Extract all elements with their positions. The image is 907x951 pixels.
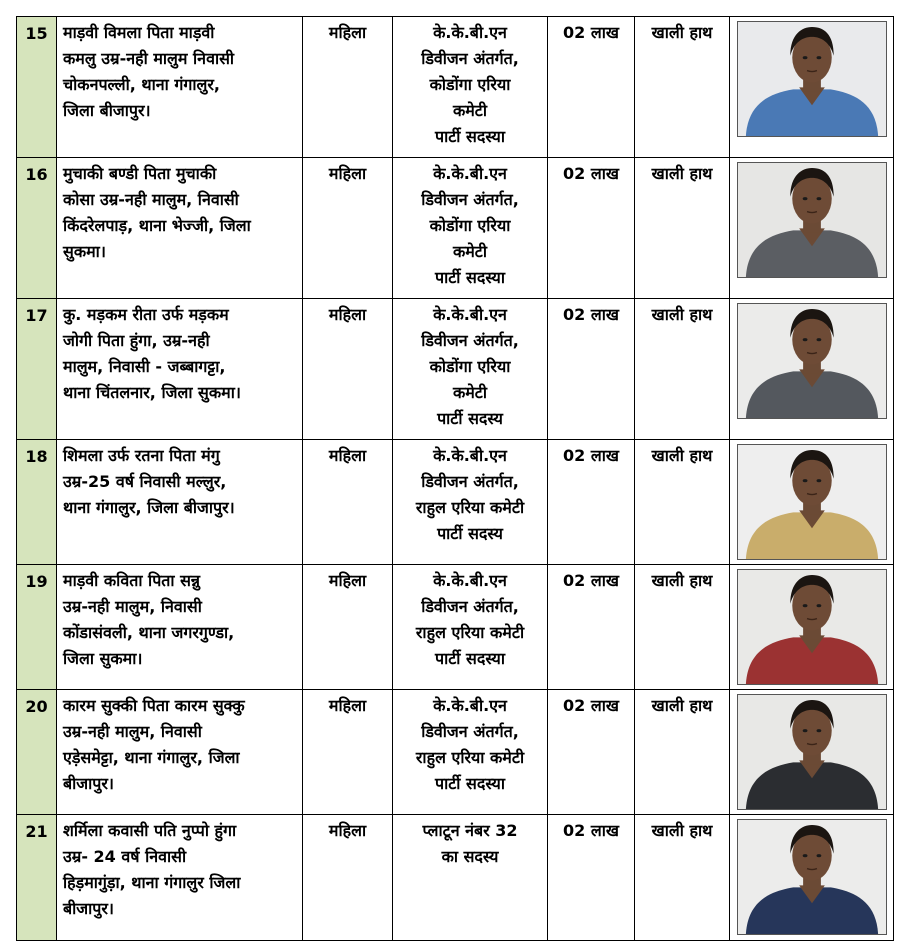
name-line: किंदरेलपाड़, थाना भेज्जी, जिला [63, 216, 251, 235]
person-silhouette-icon [738, 820, 886, 934]
weapon-status-cell: खाली हाथ [635, 158, 730, 299]
table-row [17, 815, 894, 941]
name-line: कारम सुक्की पिता कारम सुक्कु [63, 696, 245, 715]
serial-number: 20 [17, 690, 57, 815]
photo-cell [730, 815, 894, 941]
post-line: का सदस्य [441, 847, 499, 866]
gender-cell: महिला [303, 299, 393, 440]
post-line: पार्टी सदस्य [437, 524, 503, 543]
post-line: डिवीजन अंतर्गत, [421, 722, 519, 741]
post-line: कोडोंगा एरिया [429, 357, 511, 376]
name-line: जिला बीजापुर। [63, 101, 151, 120]
post-line: के.के.बी.एन [433, 446, 507, 465]
post-line: डिवीजन अंतर्गत, [421, 597, 519, 616]
post-line: के.के.बी.एन [433, 571, 507, 590]
portrait-photo [737, 694, 887, 810]
serial-number: 17 [17, 299, 57, 440]
name-line: एड़ेसमेट्टा, थाना गंगालुर, जिला [63, 748, 240, 767]
post-cell [393, 299, 548, 440]
name-line: कमलु उम्र-नही मालुम निवासी [63, 49, 235, 68]
weapon-status-cell: खाली हाथ [635, 690, 730, 815]
surrendered-cadres-table [16, 16, 894, 941]
name-line: शिमला उर्फ रतना पिता मंगु [63, 446, 220, 465]
serial-number: 15 [17, 17, 57, 158]
cadre-name-details [57, 158, 303, 299]
portrait-photo [737, 444, 887, 560]
reward-cell: 02 लाख [548, 158, 635, 299]
post-cell [393, 158, 548, 299]
photo-cell [730, 299, 894, 440]
person-silhouette-icon [738, 570, 886, 684]
reward-cell: 02 लाख [548, 17, 635, 158]
post-cell [393, 565, 548, 690]
name-line: कोसा उम्र-नही मालुम, निवासी [63, 190, 239, 209]
gender-cell: महिला [303, 690, 393, 815]
post-line: प्लाटून नंबर 32 [422, 821, 518, 840]
name-line: कु. मड़कम रीता उर्फ मड़कम [63, 305, 229, 324]
photo-cell [730, 440, 894, 565]
name-line: सुकमा। [63, 242, 106, 261]
reward-cell: 02 लाख [548, 690, 635, 815]
table-row [17, 440, 894, 565]
cadre-name-details [57, 565, 303, 690]
person-silhouette-icon [738, 163, 886, 277]
post-line: राहुल एरिया कमेटी [415, 623, 525, 642]
cadre-name-details [57, 299, 303, 440]
serial-number: 19 [17, 565, 57, 690]
post-line: के.के.बी.एन [433, 23, 507, 42]
gender-cell: महिला [303, 440, 393, 565]
serial-number: 21 [17, 815, 57, 941]
name-line: उम्र- 24 वर्ष निवासी [63, 847, 187, 866]
portrait-photo [737, 162, 887, 278]
post-line: पार्टी सदस्या [435, 127, 505, 146]
post-cell [393, 17, 548, 158]
post-line: डिवीजन अंतर्गत, [421, 331, 519, 350]
name-line: उम्र-25 वर्ष निवासी मल्लुर, [63, 472, 227, 491]
photo-cell [730, 17, 894, 158]
post-line: राहुल एरिया कमेटी [415, 498, 525, 517]
post-line: कोडोंगा एरिया [429, 216, 511, 235]
post-line: कमेटी [452, 242, 488, 261]
reward-cell: 02 लाख [548, 815, 635, 941]
photo-cell [730, 158, 894, 299]
name-line: थाना चिंतलनार, जिला सुकमा। [63, 383, 241, 402]
name-line: माड़वी कविता पिता सन्नु [63, 571, 201, 590]
gender-cell: महिला [303, 158, 393, 299]
cadre-name-details [57, 815, 303, 941]
post-line: के.के.बी.एन [433, 305, 507, 324]
post-line: पार्टी सदस्या [435, 268, 505, 287]
person-silhouette-icon [738, 695, 886, 809]
post-cell [393, 440, 548, 565]
portrait-photo [737, 21, 887, 137]
name-line: उम्र-नही मालुम, निवासी [63, 597, 202, 616]
table-row [17, 565, 894, 690]
person-silhouette-icon [738, 22, 886, 136]
gender-cell: महिला [303, 17, 393, 158]
table-row [17, 158, 894, 299]
table-row [17, 17, 894, 158]
cadre-name-details [57, 440, 303, 565]
cadre-name-details [57, 17, 303, 158]
name-line: जोगी पिता हुंगा, उम्र-नही [63, 331, 210, 350]
post-line: राहुल एरिया कमेटी [415, 748, 525, 767]
table-body [17, 17, 894, 941]
reward-cell: 02 लाख [548, 565, 635, 690]
name-line: कोंडासंवली, थाना जगरगुण्डा, [63, 623, 235, 642]
weapon-status-cell: खाली हाथ [635, 815, 730, 941]
post-line: पार्टी सदस्य [437, 409, 503, 428]
reward-cell: 02 लाख [548, 440, 635, 565]
weapon-status-cell: खाली हाथ [635, 17, 730, 158]
serial-number: 18 [17, 440, 57, 565]
weapon-status-cell: खाली हाथ [635, 440, 730, 565]
name-line: थाना गंगालुर, जिला बीजापुर। [63, 498, 235, 517]
table-row [17, 690, 894, 815]
photo-cell [730, 690, 894, 815]
post-line: के.के.बी.एन [433, 164, 507, 183]
weapon-status-cell: खाली हाथ [635, 299, 730, 440]
name-line: बीजापुर। [63, 899, 114, 918]
post-line: कमेटी [452, 383, 488, 402]
gender-cell: महिला [303, 815, 393, 941]
post-cell [393, 690, 548, 815]
reward-cell: 02 लाख [548, 299, 635, 440]
gender-cell: महिला [303, 565, 393, 690]
post-line: पार्टी सदस्या [435, 649, 505, 668]
weapon-status-cell: खाली हाथ [635, 565, 730, 690]
name-line: बीजापुर। [63, 774, 114, 793]
name-line: मालुम, निवासी - जब्बागट्टा, [63, 357, 226, 376]
post-line: डिवीजन अंतर्गत, [421, 472, 519, 491]
cadre-name-details [57, 690, 303, 815]
photo-cell [730, 565, 894, 690]
portrait-photo [737, 819, 887, 935]
portrait-photo [737, 569, 887, 685]
post-line: के.के.बी.एन [433, 696, 507, 715]
table-row [17, 299, 894, 440]
name-line: शर्मिला कवासी पति नुप्पो हुंगा [63, 821, 237, 840]
post-line: कोडोंगा एरिया [429, 75, 511, 94]
post-line: पार्टी सदस्या [435, 774, 505, 793]
person-silhouette-icon [738, 304, 886, 418]
name-line: जिला सुकमा। [63, 649, 143, 668]
name-line: उम्र-नही मालुम, निवासी [63, 722, 202, 741]
post-line: डिवीजन अंतर्गत, [421, 190, 519, 209]
name-line: हिड़मागुंड़ा, थाना गंगालुर जिला [63, 873, 241, 892]
name-line: मुचाकी बण्डी पिता मुचाकी [63, 164, 217, 183]
person-silhouette-icon [738, 445, 886, 559]
name-line: माड़वी विमला पिता माड़वी [63, 23, 215, 42]
serial-number: 16 [17, 158, 57, 299]
post-line: कमेटी [452, 101, 488, 120]
post-cell [393, 815, 548, 941]
name-line: चोकनपल्ली, थाना गंगालुर, [63, 75, 221, 94]
portrait-photo [737, 303, 887, 419]
post-line: डिवीजन अंतर्गत, [421, 49, 519, 68]
